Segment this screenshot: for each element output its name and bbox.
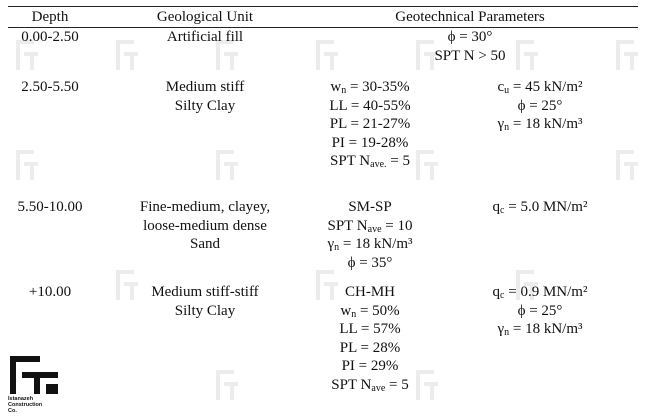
company-logo [8,354,60,414]
header-geotechnical-parameters: Geotechnical Parameters [395,9,545,25]
header-depth: Depth [31,9,69,25]
row4-unit [120,283,290,320]
row4-params-right [470,283,610,339]
watermark-icon [212,150,238,180]
row2-depth [10,78,90,97]
param-line: CH-MH [344,284,395,300]
row2-params-right [470,78,610,134]
row1-unit [120,28,290,47]
param-line: PI = 29% [341,358,399,375]
param-line: $w_n = 50\%$ [340,302,400,320]
unit-line: Medium stiff [165,79,245,95]
param-line: $q_c = 0.9$ MN/m² [492,284,588,301]
table-top-rule [8,6,638,7]
row3-params-left [300,198,440,272]
param-line: LL = 40-55% [329,97,411,114]
watermark-icon [612,150,638,180]
param-line: ϕ = 25° [517,97,563,114]
param-line: $w_n = 30-35\%$ [330,79,410,96]
depth-value: 5.50-10.00 [17,199,83,215]
param-line: $\gamma_n = 18$ kN/m³ [327,236,413,254]
row1-depth [10,28,90,47]
depth-value: +10.00 [28,284,72,300]
param-line: LL = 57% [339,321,401,338]
row4-depth [10,283,90,302]
param-line: $c_u = 45$ kN/m² [497,79,583,96]
watermark-icon [212,370,238,400]
row3-params-right [470,198,610,217]
param-line: $q_c = 5.0$ MN/m² [492,199,588,216]
row1-params [320,28,620,65]
header-geological-unit: Geological Unit [156,9,254,25]
depth-value: 2.50-5.50 [21,79,79,95]
param-line: ϕ = 35° [347,254,393,271]
watermark-icon [12,150,38,180]
row2-params-left [300,78,440,171]
param-line: PL = 28% [339,339,401,356]
logo-mark-icon [8,354,60,396]
logo-text: Istanazeh Construction Co. [8,396,43,414]
param-line: SPT $N_{ave} = 10$ [327,217,413,235]
param-line: SPT $N_{ave.} = 5$ [329,153,411,171]
param-line: SM-SP [348,199,392,215]
param-line: PL = 21-27% [329,116,411,133]
unit-line: Silty Clay [174,97,236,114]
row3-depth [10,198,90,217]
unit-line: Fine-medium, clayey, [139,199,271,215]
param-line: $\gamma_n = 18$ kN/m³ [497,116,583,134]
param-line: ϕ = 25° [517,302,563,319]
unit-line: Medium stiff-stiff [151,284,259,300]
param-line: SPT N > 50 [434,47,506,64]
unit-line: Silty Clay [174,302,236,319]
param-line: $\gamma_n = 18$ kN/m³ [497,321,583,339]
unit-line: Artificial fill [166,29,244,45]
param-line: SPT $N_{ave} = 5$ [331,376,409,394]
param-line: ϕ = 30° [447,29,493,45]
row2-unit [120,78,290,115]
row4-params-left [300,283,440,395]
param-line: PI = 19-28% [331,134,409,151]
unit-line: loose-medium dense [143,217,267,234]
row3-unit [120,198,290,254]
unit-line: Sand [190,236,220,253]
depth-value: 0.00-2.50 [21,29,79,45]
